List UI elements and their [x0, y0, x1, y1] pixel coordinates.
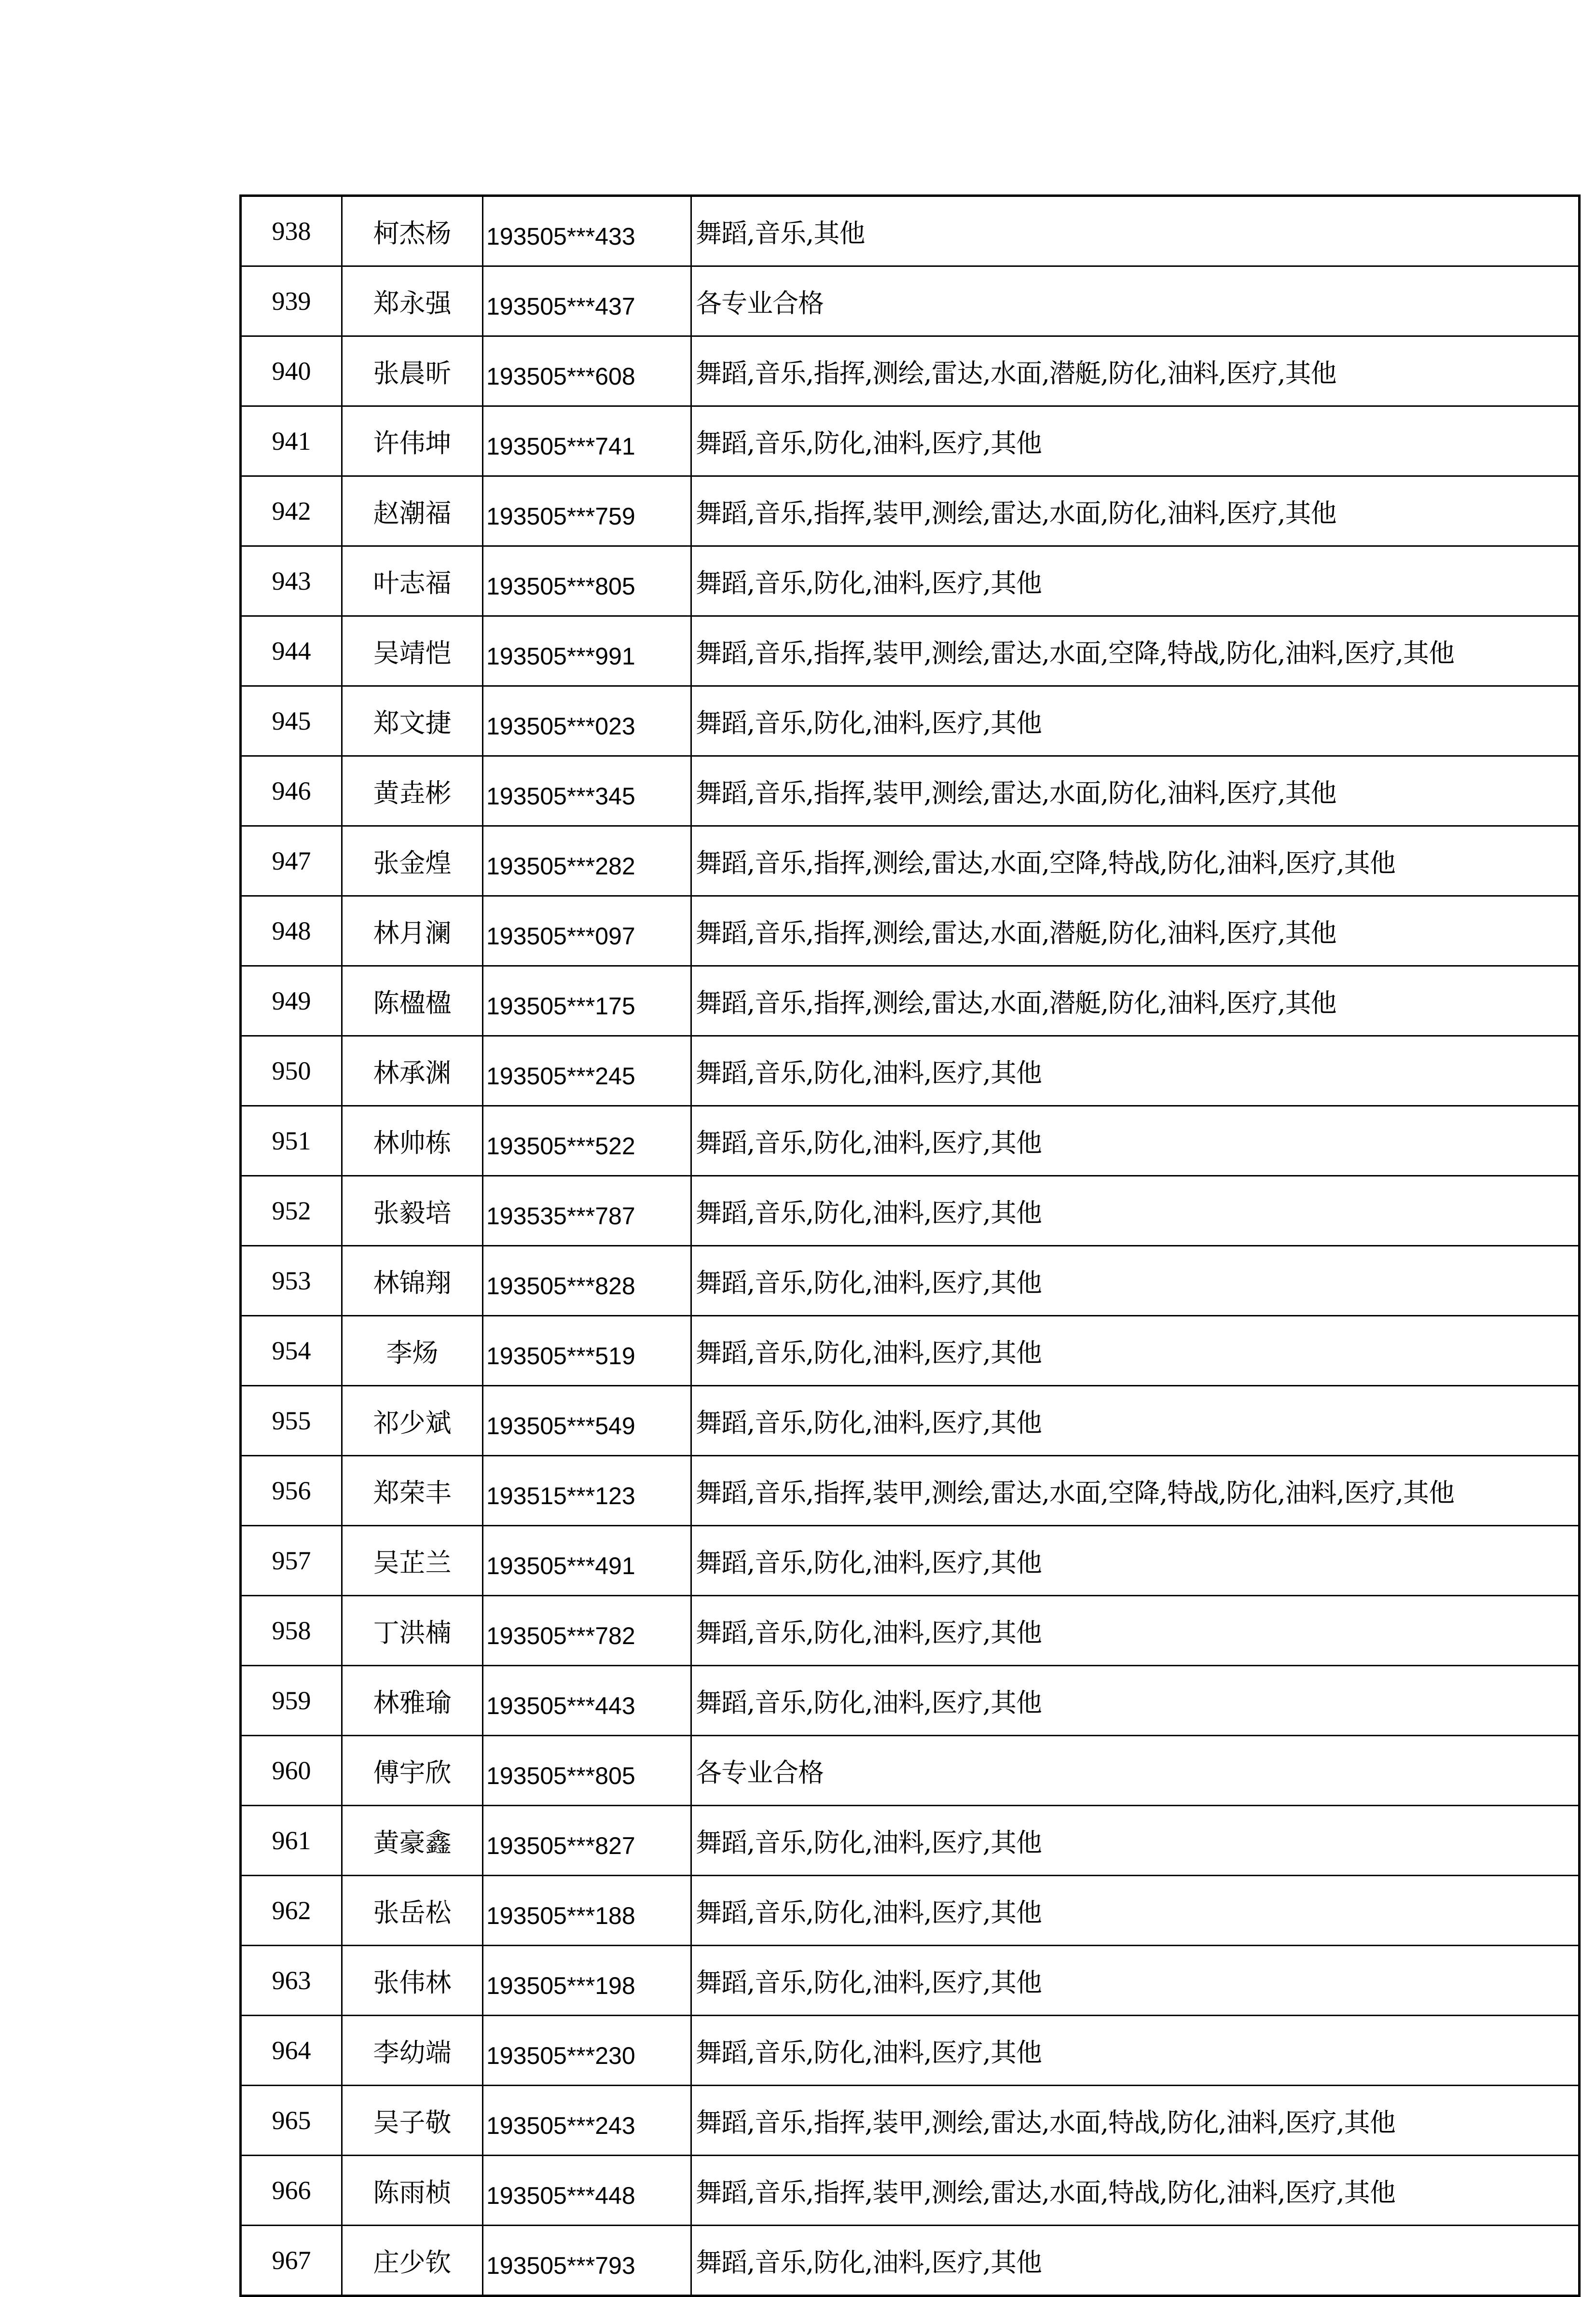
- id-number-cell: 193505***345: [483, 756, 691, 826]
- qualification-cell: 舞蹈,音乐,指挥,测绘,雷达,水面,潜艇,防化,油料,医疗,其他: [691, 896, 1580, 966]
- table-row: [241, 1176, 1580, 1246]
- qualification-cell: 舞蹈,音乐,指挥,装甲,测绘,雷达,水面,特战,防化,油料,医疗,其他: [691, 2086, 1580, 2156]
- table-row: [241, 196, 1580, 266]
- name-cell: 吴子敬: [342, 2086, 483, 2156]
- name-cell: 林帅栋: [342, 1106, 483, 1176]
- row-number-cell: 949: [241, 966, 342, 1036]
- row-number-cell: 966: [241, 2156, 342, 2226]
- table-row: [241, 1736, 1580, 1806]
- table-row: [241, 1806, 1580, 1876]
- name-cell: 傅宇欣: [342, 1736, 483, 1806]
- name-cell: 郑荣丰: [342, 1456, 483, 1526]
- id-number-cell: 193505***608: [483, 336, 691, 406]
- table-row: [241, 966, 1580, 1036]
- table-body: [241, 196, 1580, 2296]
- id-number-cell: 193505***793: [483, 2226, 691, 2296]
- id-number-cell: 193505***175: [483, 966, 691, 1036]
- row-number-cell: 952: [241, 1176, 342, 1246]
- table-row: [241, 2226, 1580, 2296]
- name-cell: 林月澜: [342, 896, 483, 966]
- table-row: [241, 1596, 1580, 1666]
- table-row: [241, 1036, 1580, 1106]
- row-number-cell: 959: [241, 1666, 342, 1736]
- row-number-cell: 942: [241, 476, 342, 546]
- qualification-cell: 舞蹈,音乐,指挥,装甲,测绘,雷达,水面,空降,特战,防化,油料,医疗,其他: [691, 616, 1580, 686]
- qualification-cell: 舞蹈,音乐,防化,油料,医疗,其他: [691, 2016, 1580, 2086]
- id-number-cell: 193505***243: [483, 2086, 691, 2156]
- row-number-cell: 958: [241, 1596, 342, 1666]
- table-row: [241, 1526, 1580, 1596]
- name-cell: 张毅培: [342, 1176, 483, 1246]
- name-cell: 李炀: [342, 1316, 483, 1386]
- name-cell: 赵潮福: [342, 476, 483, 546]
- name-cell: 林承渊: [342, 1036, 483, 1106]
- row-number-cell: 947: [241, 826, 342, 896]
- row-number-cell: 943: [241, 546, 342, 616]
- row-number-cell: 967: [241, 2226, 342, 2296]
- name-cell: 庄少钦: [342, 2226, 483, 2296]
- qualification-cell: 舞蹈,音乐,指挥,装甲,测绘,雷达,水面,防化,油料,医疗,其他: [691, 756, 1580, 826]
- id-number-cell: 193505***230: [483, 2016, 691, 2086]
- id-number-cell: 193505***437: [483, 266, 691, 336]
- qualification-cell: 舞蹈,音乐,防化,油料,医疗,其他: [691, 1316, 1580, 1386]
- id-number-cell: 193505***828: [483, 1246, 691, 1316]
- name-cell: 叶志福: [342, 546, 483, 616]
- qualification-cell: 舞蹈,音乐,其他: [691, 196, 1580, 266]
- table-row: [241, 336, 1580, 406]
- row-number-cell: 941: [241, 406, 342, 476]
- name-cell: 林雅瑜: [342, 1666, 483, 1736]
- id-number-cell: 193505***245: [483, 1036, 691, 1106]
- name-cell: 吴芷兰: [342, 1526, 483, 1596]
- row-number-cell: 945: [241, 686, 342, 756]
- qualification-cell: 舞蹈,音乐,指挥,装甲,测绘,雷达,水面,空降,特战,防化,油料,医疗,其他: [691, 1456, 1580, 1526]
- qualification-cell: 各专业合格: [691, 266, 1580, 336]
- id-number-cell: 193505***549: [483, 1386, 691, 1456]
- row-number-cell: 948: [241, 896, 342, 966]
- row-number-cell: 955: [241, 1386, 342, 1456]
- id-number-cell: 193535***787: [483, 1176, 691, 1246]
- table-row: [241, 686, 1580, 756]
- row-number-cell: 944: [241, 616, 342, 686]
- qualification-cell: 舞蹈,音乐,防化,油料,医疗,其他: [691, 1806, 1580, 1876]
- name-cell: 张金煌: [342, 826, 483, 896]
- table-row: [241, 1246, 1580, 1316]
- id-number-cell: 193505***491: [483, 1526, 691, 1596]
- table-row: [241, 1666, 1580, 1736]
- name-cell: 李幼端: [342, 2016, 483, 2086]
- qualification-cell: 舞蹈,音乐,防化,油料,医疗,其他: [691, 1876, 1580, 1946]
- name-cell: 张伟林: [342, 1946, 483, 2016]
- name-cell: 许伟坤: [342, 406, 483, 476]
- qualification-cell: 舞蹈,音乐,防化,油料,医疗,其他: [691, 1106, 1580, 1176]
- qualification-cell: 舞蹈,音乐,指挥,装甲,测绘,雷达,水面,防化,油料,医疗,其他: [691, 476, 1580, 546]
- qualification-cell: 舞蹈,音乐,防化,油料,医疗,其他: [691, 1036, 1580, 1106]
- table-row: [241, 476, 1580, 546]
- id-number-cell: 193505***023: [483, 686, 691, 756]
- table-row: [241, 826, 1580, 896]
- row-number-cell: 939: [241, 266, 342, 336]
- qualification-cell: 舞蹈,音乐,防化,油料,医疗,其他: [691, 2226, 1580, 2296]
- table-row: [241, 616, 1580, 686]
- table-row: [241, 756, 1580, 826]
- qualification-cell: 舞蹈,音乐,防化,油料,医疗,其他: [691, 1946, 1580, 2016]
- table-row: [241, 546, 1580, 616]
- qualification-cell: 舞蹈,音乐,防化,油料,医疗,其他: [691, 1526, 1580, 1596]
- qualification-cell: 舞蹈,音乐,防化,油料,医疗,其他: [691, 686, 1580, 756]
- name-cell: 吴靖恺: [342, 616, 483, 686]
- id-number-cell: 193505***448: [483, 2156, 691, 2226]
- name-cell: 陈楹楹: [342, 966, 483, 1036]
- name-cell: 陈雨桢: [342, 2156, 483, 2226]
- row-number-cell: 962: [241, 1876, 342, 1946]
- id-number-cell: 193505***198: [483, 1946, 691, 2016]
- row-number-cell: 961: [241, 1806, 342, 1876]
- id-number-cell: 193515***123: [483, 1456, 691, 1526]
- id-number-cell: 193505***741: [483, 406, 691, 476]
- qualification-cell: 舞蹈,音乐,指挥,测绘,雷达,水面,空降,特战,防化,油料,医疗,其他: [691, 826, 1580, 896]
- table-row: [241, 1946, 1580, 2016]
- name-cell: 黄豪鑫: [342, 1806, 483, 1876]
- name-cell: 张晨昕: [342, 336, 483, 406]
- row-number-cell: 951: [241, 1106, 342, 1176]
- qualification-table: [239, 194, 1581, 2297]
- row-number-cell: 950: [241, 1036, 342, 1106]
- id-number-cell: 193505***443: [483, 1666, 691, 1736]
- row-number-cell: 954: [241, 1316, 342, 1386]
- id-number-cell: 193505***805: [483, 1736, 691, 1806]
- table-row: [241, 2016, 1580, 2086]
- id-number-cell: 193505***522: [483, 1106, 691, 1176]
- row-number-cell: 960: [241, 1736, 342, 1806]
- qualification-cell: 舞蹈,音乐,指挥,测绘,雷达,水面,潜艇,防化,油料,医疗,其他: [691, 966, 1580, 1036]
- row-number-cell: 956: [241, 1456, 342, 1526]
- id-number-cell: 193505***782: [483, 1596, 691, 1666]
- name-cell: 丁洪楠: [342, 1596, 483, 1666]
- row-number-cell: 965: [241, 2086, 342, 2156]
- id-number-cell: 193505***433: [483, 196, 691, 266]
- table-row: [241, 1876, 1580, 1946]
- id-number-cell: 193505***827: [483, 1806, 691, 1876]
- table-row: [241, 1456, 1580, 1526]
- id-number-cell: 193505***282: [483, 826, 691, 896]
- qualification-cell: 舞蹈,音乐,防化,油料,医疗,其他: [691, 1666, 1580, 1736]
- qualification-cell: 舞蹈,音乐,指挥,装甲,测绘,雷达,水面,特战,防化,油料,医疗,其他: [691, 2156, 1580, 2226]
- name-cell: 柯杰杨: [342, 196, 483, 266]
- id-number-cell: 193505***759: [483, 476, 691, 546]
- table-row: [241, 896, 1580, 966]
- name-cell: 祁少斌: [342, 1386, 483, 1456]
- table-row: [241, 2156, 1580, 2226]
- row-number-cell: 946: [241, 756, 342, 826]
- table-row: [241, 266, 1580, 336]
- qualification-cell: 各专业合格: [691, 1736, 1580, 1806]
- table-row: [241, 1316, 1580, 1386]
- name-cell: 黄垚彬: [342, 756, 483, 826]
- id-number-cell: 193505***805: [483, 546, 691, 616]
- id-number-cell: 193505***519: [483, 1316, 691, 1386]
- row-number-cell: 957: [241, 1526, 342, 1596]
- table-row: [241, 1106, 1580, 1176]
- qualification-cell: 舞蹈,音乐,防化,油料,医疗,其他: [691, 1596, 1580, 1666]
- name-cell: 郑文捷: [342, 686, 483, 756]
- row-number-cell: 940: [241, 336, 342, 406]
- name-cell: 林锦翔: [342, 1246, 483, 1316]
- qualification-cell: 舞蹈,音乐,防化,油料,医疗,其他: [691, 546, 1580, 616]
- id-number-cell: 193505***991: [483, 616, 691, 686]
- qualification-cell: 舞蹈,音乐,防化,油料,医疗,其他: [691, 1176, 1580, 1246]
- qualification-cell: 舞蹈,音乐,防化,油料,医疗,其他: [691, 406, 1580, 476]
- table-row: [241, 1386, 1580, 1456]
- row-number-cell: 963: [241, 1946, 342, 2016]
- table-row: [241, 406, 1580, 476]
- qualification-cell: 舞蹈,音乐,防化,油料,医疗,其他: [691, 1246, 1580, 1316]
- row-number-cell: 953: [241, 1246, 342, 1316]
- name-cell: 张岳松: [342, 1876, 483, 1946]
- qualification-cell: 舞蹈,音乐,防化,油料,医疗,其他: [691, 1386, 1580, 1456]
- table-row: [241, 2086, 1580, 2156]
- id-number-cell: 193505***097: [483, 896, 691, 966]
- row-number-cell: 938: [241, 196, 342, 266]
- id-number-cell: 193505***188: [483, 1876, 691, 1946]
- qualification-cell: 舞蹈,音乐,指挥,测绘,雷达,水面,潜艇,防化,油料,医疗,其他: [691, 336, 1580, 406]
- row-number-cell: 964: [241, 2016, 342, 2086]
- name-cell: 郑永强: [342, 266, 483, 336]
